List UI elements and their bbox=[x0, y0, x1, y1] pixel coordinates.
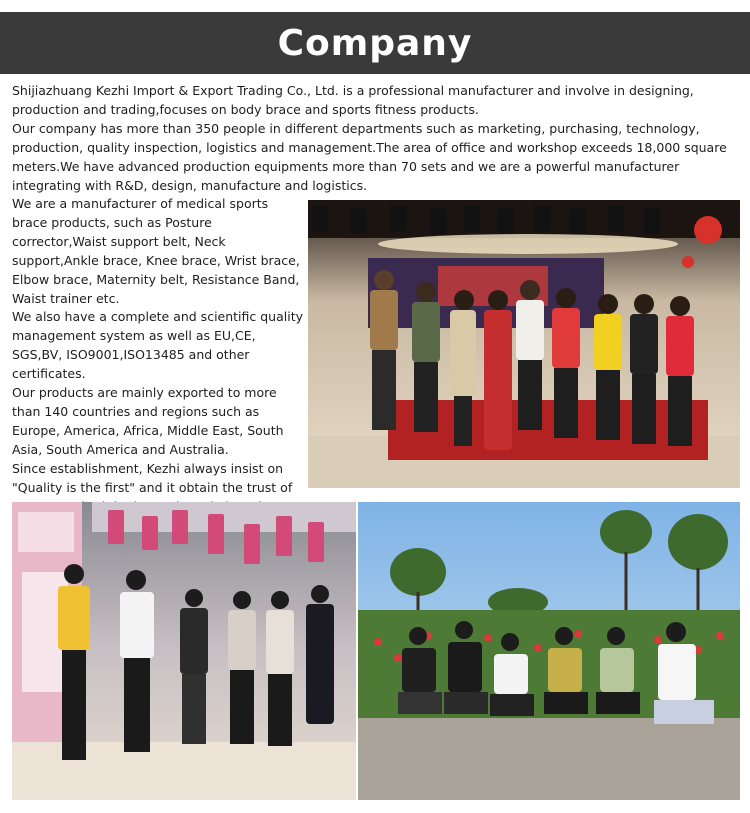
side-text-block bbox=[12, 195, 304, 535]
team-photo-garden bbox=[358, 502, 740, 800]
quality-paragraph: Since establishment, Kezhi always insist on "Quality is the first" and it obtain the trust of bbox=[12, 460, 293, 495]
products-paragraph: We are a manufacturer of medical sports brace products, such as Posture corrector,Waist support belt, Neck support,Ankle brace, Knee brace, Wrist brace, Elbow brace, Maternity belt, Resistance Band, Waist trainer etc. bbox=[12, 196, 300, 306]
certificates-paragraph: We also have a complete and scientific quality management system as well as EU,CE, SGS,BV, ISO9001,ISO13485 and other certificates. bbox=[12, 309, 304, 382]
header-banner bbox=[0, 12, 750, 74]
intro-paragraph: Shijiazhuang Kezhi Import & Export Trading Co., Ltd. is a professional manufacturer and involve in designing, production and trading,focuses on body brace and sports fitness products. bbox=[12, 83, 694, 117]
team-photo-shopping-mall bbox=[12, 502, 356, 800]
team-photo-event-hall bbox=[308, 200, 740, 488]
intro-text-block bbox=[12, 82, 740, 195]
intro-paragraph: Our company has more than 350 people in different departments such as marketing, purchasing, technology, production, quality inspection, logistics and management.The area of office and workshop exceeds 18,000 square meters.We have advanced production equipments more than 70 sets and we are a powerful manufacturer integrating with R&D, design, manufacture and logistics. bbox=[12, 120, 727, 193]
export-paragraph: Our products are mainly exported to more than 140 countries and regions such as Europe, America, Africa, Middle East, South Asia, South America and Australia. bbox=[12, 385, 284, 457]
page-title: Company bbox=[277, 22, 473, 64]
